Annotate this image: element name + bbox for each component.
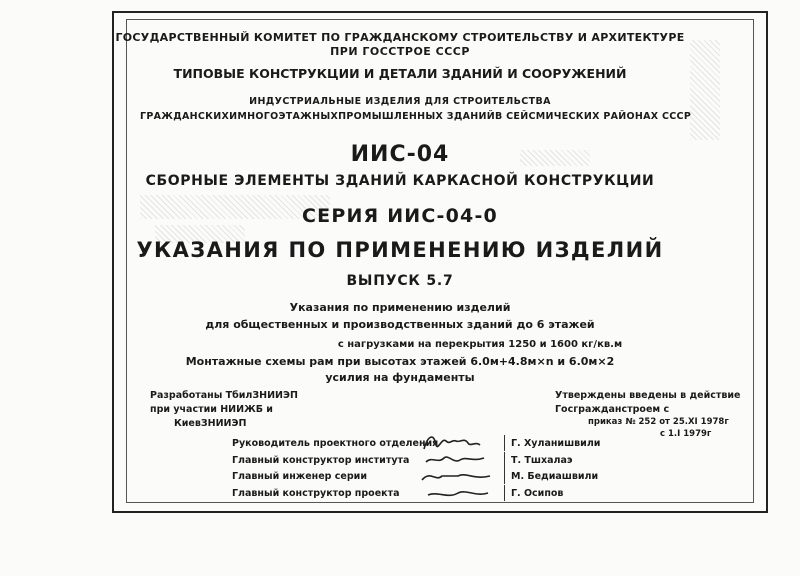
developers-line-1: Разработаны ТбилЗНИИЭП (150, 390, 298, 401)
developers-line-3: КиевЗНИИЭП (174, 418, 247, 429)
description-line-5: усилия на фундаменты (325, 371, 475, 384)
signature-role: Главный конструктор института (232, 454, 410, 466)
header-part: И (229, 111, 238, 122)
title-issue: ВЫПУСК 5.7 (346, 273, 454, 289)
signature-name: Г. Хуланишвили (511, 437, 601, 449)
approval-line-4: с 1.I 1979г (660, 429, 712, 439)
handwritten-signature (418, 485, 504, 501)
title-main: УКАЗАНИЯ ПО ПРИМЕНЕНИЮ ИЗДЕЛИЙ (136, 238, 664, 262)
signature-row (232, 484, 563, 502)
title-subtitle: СБОРНЫЕ ЭЛЕМЕНТЫ ЗДАНИЙ КАРКАСНОЙ КОНСТРУКЦИИ (145, 173, 655, 189)
signature-name: Т. Тшхалаэ (511, 454, 573, 466)
approval-line-1: Утверждены введены в действие (555, 390, 741, 401)
header-part: В СЕЙСМИЧЕСКИХ РАЙОНАХ СССР (495, 111, 692, 122)
signature-role: Главный инженер серии (232, 470, 367, 482)
signature-name: М. Бедиашвили (511, 470, 599, 482)
developers-line-2: при участии НИИЖБ и (150, 404, 273, 415)
signature-name: Г. Осипов (511, 487, 564, 499)
signature-row (232, 467, 598, 485)
header-building-types (140, 111, 692, 122)
approval-line-2: Госгражданстроем с (555, 404, 670, 415)
header-part: ПРОМЫШЛЕННЫХ ЗДАНИЙ (338, 111, 496, 122)
signature-role: Главный конструктор проекта (232, 487, 400, 499)
header-committee: ГОСУДАРСТВЕННЫЙ КОМИТЕТ ПО ГРАЖДАНСКОМУ СТРОИТЕЛЬСТВУ И АРХИТЕКТУРЕ (115, 31, 685, 44)
header-industrial-products: ИНДУСТРИАЛЬНЫЕ ИЗДЕЛИЯ ДЛЯ СТРОИТЕЛЬСТВА (249, 96, 551, 107)
header-typical-structures: ТИПОВЫЕ КОНСТРУКЦИИ И ДЕТАЛИ ЗДАНИЙ И СООРУЖЕНИЙ (173, 66, 627, 81)
description-line-1: Указания по применению изделий (289, 301, 511, 314)
approval-line-3: приказ № 252 от 25.XI 1978г (588, 417, 729, 427)
description-line-3: с нагрузками на перекрытия 1250 и 1600 кг/кв.м (337, 339, 623, 350)
header-part: ГРАЖДАНСКИХ (140, 111, 230, 122)
title-series: СЕРИЯ ИИС-04-0 (302, 205, 498, 227)
title-code: ИИС-04 (350, 142, 450, 167)
signature-row (232, 434, 600, 452)
signature-role: Руководитель проектного отделения (232, 437, 439, 449)
header-part: МНОГОЭТАЖНЫХ (237, 111, 339, 122)
description-line-2: для общественных и производственных зданий до 6 этажей (205, 318, 595, 331)
header-gosstroy: ПРИ ГОССТРОЕ СССР (330, 45, 470, 58)
description-line-4: Монтажные схемы рам при высотах этажей 6.0м+4.8м×n и 6.0м×2 (185, 355, 615, 368)
